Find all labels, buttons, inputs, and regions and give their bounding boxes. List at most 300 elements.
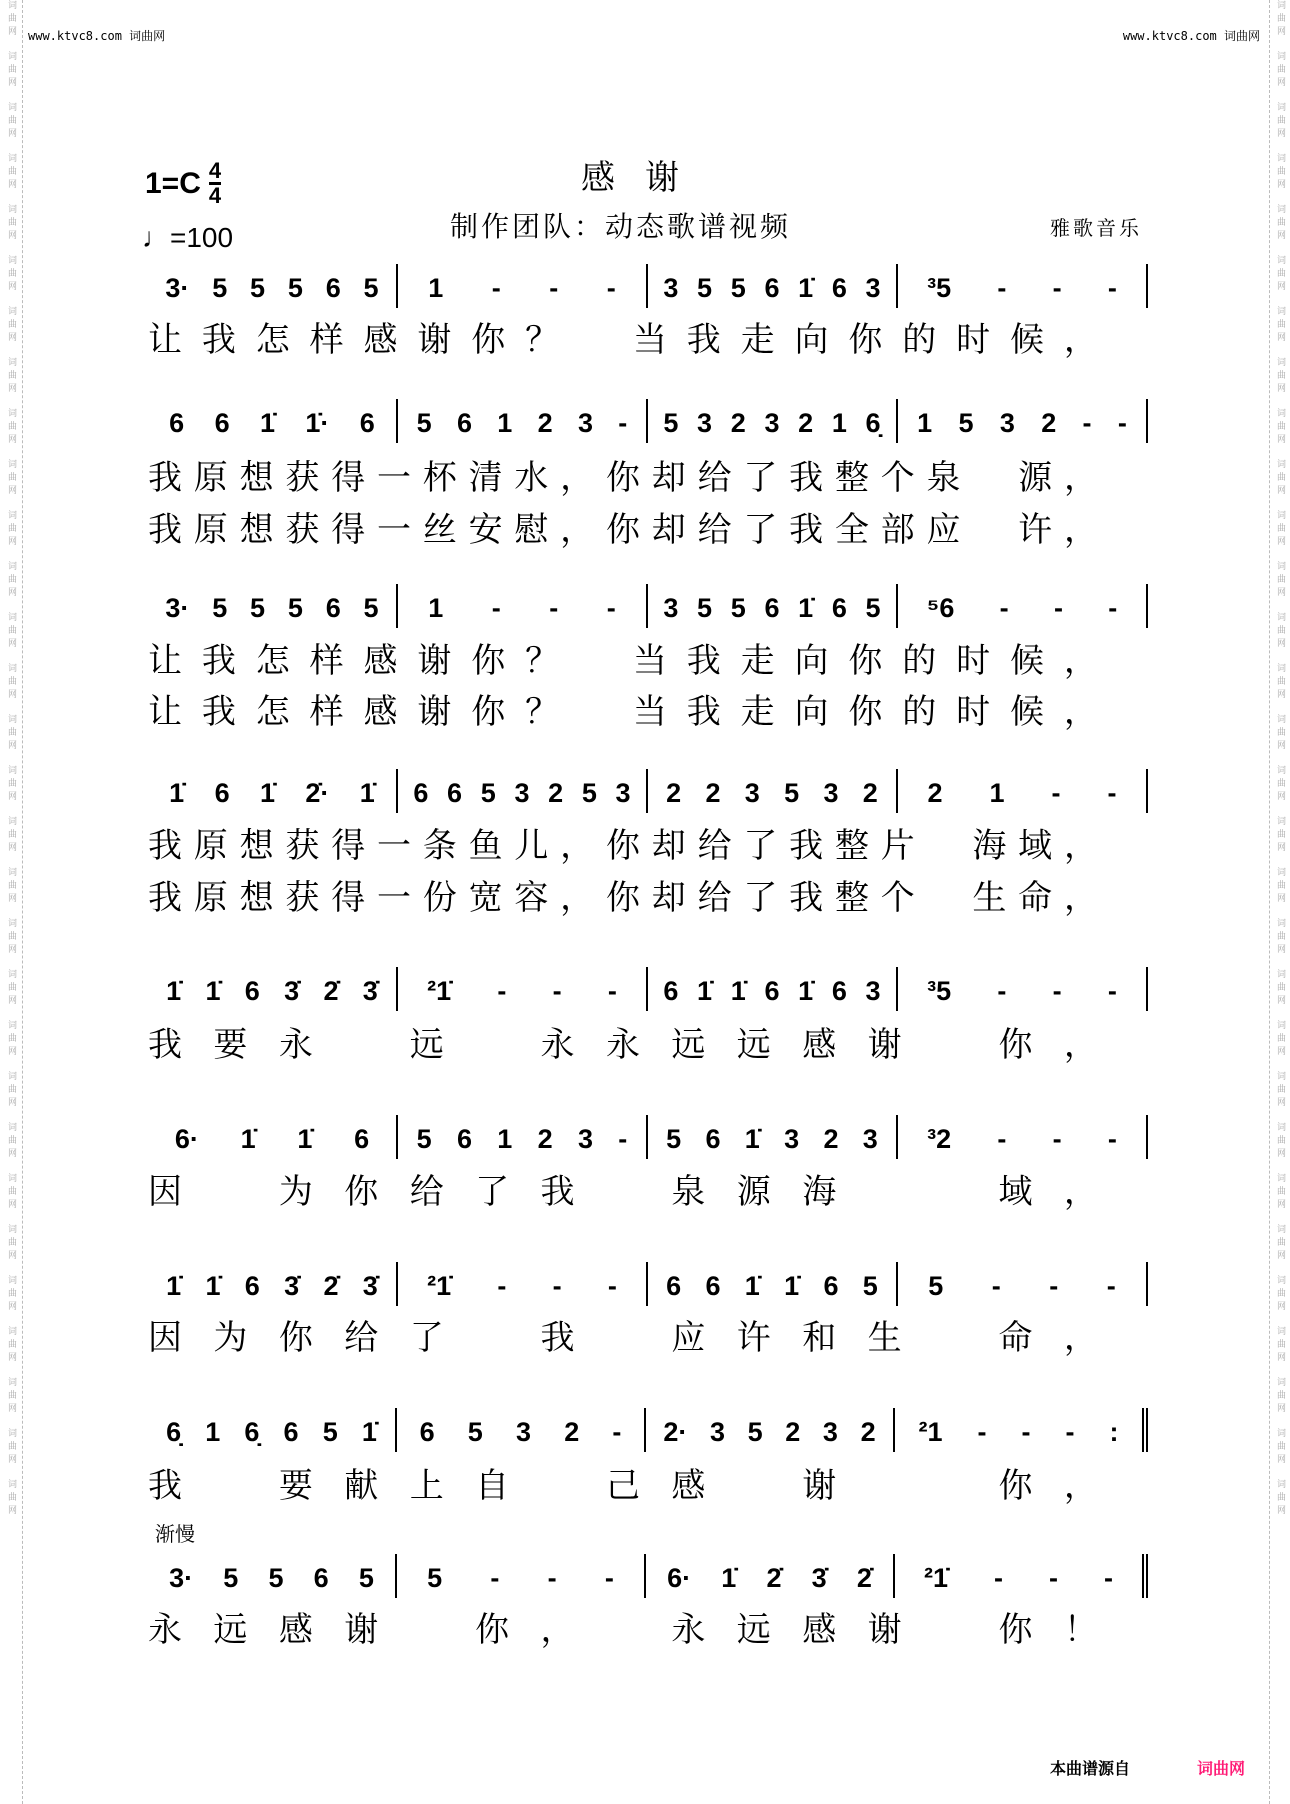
note: 3 [577,1124,593,1154]
watermark-text: 词曲网 [1275,0,1285,39]
lyric-char: 整 [834,826,869,866]
lyric-char: ， [1063,878,1098,918]
watermark-text: 词曲网 [1275,816,1285,855]
note: - [607,1271,617,1301]
lyric-char: 感 [671,1466,706,1506]
note: 1̇ [166,976,182,1006]
lyric-char [927,826,961,866]
note: 6 [447,778,463,808]
lyric-char: 片 [880,826,915,866]
lyric-char: 怎 [255,641,290,681]
lyric-char: 你 [605,826,640,866]
note: 5 [862,1271,878,1301]
lyric-char: 我 [148,878,182,918]
note: 6 [214,778,230,808]
lyric-char [579,320,613,360]
note: 6 [764,593,780,623]
lyric-char: 你 [605,458,640,498]
lyric-char: 的 [902,320,937,360]
note: - [497,1271,507,1301]
lyric-char [868,1466,902,1506]
note: ²1̇ [427,1271,452,1301]
lyric-char: 水 [514,458,549,498]
watermark-text: 词曲网 [1275,51,1285,90]
lyric-line [148,1610,1098,1650]
measure [398,1262,648,1306]
note: 2 [548,778,564,808]
note: 6· [174,1124,199,1154]
note: - [1065,1417,1075,1447]
note: 3̇ [362,1271,378,1301]
lyric-char: 海 [972,826,1007,866]
watermark-text: 词曲网 [1275,510,1285,549]
lyric-char: 我 [201,320,236,360]
note: 1̇ [359,778,375,808]
note: 6 [705,1124,721,1154]
lyric-char: 远 [213,1610,248,1650]
note: - [497,976,507,1006]
note: - [997,273,1007,303]
lyric-line [148,320,1098,360]
lyric-char: 命 [998,1318,1033,1358]
note: 6 [456,408,472,438]
note: - [606,273,616,303]
note: 1 [428,593,444,623]
measure [148,1262,398,1306]
lyric-char: 慰 [514,510,549,550]
lyric-char [868,1172,902,1212]
watermark-text: 词曲网 [6,1071,16,1110]
lyric-char: 我 [201,692,236,732]
note: - [1106,1271,1116,1301]
lyric-char: 得 [331,510,366,550]
note: 5 [250,593,266,623]
lyric-char: 我 [789,878,824,918]
measure [397,1554,646,1598]
note: - [549,273,559,303]
measure [648,967,898,1011]
note: 6 [413,778,429,808]
watermark-text: 词曲网 [1275,204,1285,243]
note: 2̇ [323,976,339,1006]
note: - [552,1271,562,1301]
lyric-char: 时 [956,641,991,681]
note: 3̇ [284,976,300,1006]
lyric-char: 己 [605,1466,640,1506]
lyric-char: ？ [525,641,560,681]
lyric-line [148,641,1098,681]
lyric-char: 样 [309,320,344,360]
watermark-text: 词曲网 [1275,867,1285,906]
note: - [552,976,562,1006]
note: 6 [831,593,847,623]
lyric-char: 生 [972,878,1007,918]
lyric-line [148,1466,1098,1506]
note: - [1107,273,1117,303]
song-title: 感谢 [581,158,709,198]
note: - [618,408,628,438]
note: 1̇ [205,1271,221,1301]
lyric-char: 谢 [802,1466,837,1506]
note: 3̇ [362,976,378,1006]
lyric-char: 你 [998,1466,1033,1506]
lyric-char: 当 [632,641,667,681]
watermark-text: 词曲网 [6,1479,16,1518]
lyric-char: 你 [471,692,506,732]
note: ³5 [927,273,952,303]
lyric-char: 却 [651,510,686,550]
note: - [993,1563,1003,1593]
watermark-text: 词曲网 [6,1428,16,1467]
note: 6 [705,1271,721,1301]
lyric-char: 一 [376,826,411,866]
measure [148,584,398,628]
subtitle: 制作团队：动态歌谱视频 [450,210,792,243]
lyric-char: ， [560,878,595,918]
watermark-text: 词曲网 [1275,1122,1285,1161]
lyric-char [933,1172,967,1212]
lyric-char: 清 [468,458,503,498]
lyric-char: 域 [998,1172,1033,1212]
measure [648,399,898,443]
lyric-char: 候 [1010,692,1044,732]
lyric-char: ？ [525,692,560,732]
singer: 雅歌音乐 [1050,216,1142,240]
watermark-text: 词曲网 [6,153,16,192]
watermark-text: 词曲网 [1275,153,1285,192]
lyric-char: 因 [148,1318,182,1358]
note: 1 [989,778,1005,808]
lyric-char: 的 [902,641,937,681]
lyric-char: 我 [540,1172,575,1212]
note: 3 [615,778,631,808]
note: 6 [663,976,679,1006]
note: 5 [928,1271,944,1301]
note: 5 [223,1563,239,1593]
lyric-char: 上 [409,1466,444,1506]
measure [898,399,1148,443]
note: 1̇ [259,408,275,438]
lyric-char: ， [1063,1172,1098,1212]
lyric-char: ， [1063,826,1098,866]
note: 1 [497,408,513,438]
lyric-char: 远 [409,1025,444,1065]
watermark-text: 词曲网 [6,969,16,1008]
lyric-char: 感 [363,692,398,732]
lyric-char: 和 [802,1318,837,1358]
watermark-text: 词曲网 [6,765,16,804]
lyric-char: 原 [193,878,228,918]
note: 3 [999,408,1015,438]
lyric-char: 却 [651,458,686,498]
note: - [612,1417,622,1447]
watermark-strip-right [1269,0,1290,1804]
lyric-char: 我 [201,641,236,681]
note: - [1107,778,1117,808]
measure [898,1262,1148,1306]
lyric-char: 远 [736,1025,771,1065]
lyric-char [475,1025,509,1065]
lyric-line [148,510,1098,550]
note: 5 [287,593,303,623]
lyric-char: 丝 [422,510,457,550]
lyric-char: 整 [834,878,869,918]
note: ²1̇ [923,1563,948,1593]
note: - [1051,778,1061,808]
note: 6· [667,1563,692,1593]
lyric-char [213,1172,247,1212]
note: 2 [785,1417,801,1447]
note: 5 [212,593,228,623]
watermark-text: 词曲网 [6,357,16,396]
note: 6 [456,1124,472,1154]
lyric-char: 获 [285,878,320,918]
note: - [1082,408,1092,438]
note: 3 [663,593,679,623]
lyric-char [344,1025,378,1065]
lyric-char: 怎 [255,320,290,360]
note: 5 [730,273,746,303]
note: 1 [831,408,847,438]
lyric-char: 让 [148,641,182,681]
watermark-text: 词曲网 [6,1173,16,1212]
note: 6 [764,976,780,1006]
lyric-char: 我 [789,458,824,498]
time-top: 4 [208,158,222,183]
lyric-line [148,826,1098,866]
note: 3 [744,778,760,808]
lyric-char: 样 [309,641,344,681]
note: 5 [268,1563,284,1593]
note: - [1117,408,1127,438]
lyric-char: 一 [376,510,411,550]
note: 1̇ [297,1124,313,1154]
note: 6 [419,1417,435,1447]
note: 6 [169,408,185,438]
measure [148,399,398,443]
lyric-char: 要 [213,1025,248,1065]
note: 6 [244,976,260,1006]
lyric-char [933,1610,967,1650]
lyric-char: 生 [867,1318,902,1358]
note: 1̇ [166,1271,182,1301]
note: 3· [169,1563,194,1593]
note: : [1109,1417,1119,1447]
lyric-char: 全 [834,510,869,550]
lyric-char: 想 [239,510,274,550]
note: 3̇ [811,1563,827,1593]
note: 1 [205,1417,221,1447]
note: 2̇ [323,1271,339,1301]
watermark-text: 词曲网 [1275,459,1285,498]
footer-source-site: 词曲网 [1197,1759,1246,1778]
lyric-char: 了 [475,1172,510,1212]
lyric-char: 献 [344,1466,379,1506]
watermark-text: 词曲网 [6,1020,16,1059]
watermark-text: 词曲网 [1275,918,1285,957]
lyric-char: 你 [605,510,640,550]
note: 6̣ [244,1417,260,1447]
note: 1̇ [361,1417,377,1447]
note: 5 [467,1417,483,1447]
lyric-char: ， [560,510,595,550]
watermark-text: 词曲网 [6,867,16,906]
note: 2 [730,408,746,438]
watermark-text: 词曲网 [1275,1173,1285,1212]
note: 1̇ [798,976,814,1006]
note: - [604,1563,614,1593]
note: 5 [322,1417,338,1447]
note: 6̣ [166,1417,182,1447]
watermark-text: 词曲网 [6,714,16,753]
time-bottom: 4 [208,183,222,208]
watermark-text: 词曲网 [1275,561,1285,600]
lyric-char: 要 [278,1466,313,1506]
lyric-char: 让 [148,692,182,732]
watermark-text: 词曲网 [6,459,16,498]
note: 2 [564,1417,580,1447]
note: ³5 [927,976,952,1006]
lyric-char: 候 [1010,641,1044,681]
notation-line [148,592,1148,628]
note: 5 [697,273,713,303]
lyric-char: 向 [794,641,829,681]
lyric-char: 永 [671,1610,706,1650]
watermark-text: 词曲网 [6,1326,16,1365]
lyric-char: 感 [363,320,398,360]
lyric-char: 我 [148,1466,182,1506]
lyric-char: 份 [422,878,457,918]
lyric-char: 儿 [514,826,549,866]
lyric-char [737,1466,771,1506]
note: - [1107,1124,1117,1154]
lyric-char: 为 [213,1318,248,1358]
note: 1̇ [169,778,185,808]
lyric-char: ， [1063,510,1098,550]
note: - [1053,593,1063,623]
lyric-char [933,1466,967,1506]
lyric-char [579,641,613,681]
lyric-char: 我 [148,458,182,498]
notation-line [148,1562,1148,1598]
measure [898,1115,1148,1159]
lyric-char: 给 [409,1172,444,1212]
lyric-char: 我 [148,510,182,550]
note: 5 [287,273,303,303]
lyric-char: 给 [697,826,732,866]
lyric-char: 部 [880,510,915,550]
lyric-char: 的 [902,692,937,732]
tempo-mark: 渐慢 [155,1522,195,1546]
lyric-char: 得 [331,878,366,918]
lyric-char [972,458,1006,498]
note: - [991,1271,1001,1301]
lyric-char: 许 [736,1318,771,1358]
watermark-strip-left [0,0,23,1804]
watermark-text: 词曲网 [1275,969,1285,1008]
note: 3 [822,1417,838,1447]
note: 1̇ [798,273,814,303]
lyric-char: 鱼 [468,826,503,866]
note: 2 [927,778,943,808]
lyric-char: 谢 [417,641,452,681]
note: - [606,593,616,623]
measure [648,769,898,813]
measure [148,967,398,1011]
lyric-char [541,1466,575,1506]
lyric-char: 许 [1018,510,1053,550]
note: 1̇ [744,1124,760,1154]
lyric-char: 谢 [344,1610,379,1650]
note: 5 [363,273,379,303]
note: 6 [831,273,847,303]
notation-line [148,1416,1148,1452]
lyric-char: 应 [671,1318,706,1358]
note: - [997,1124,1007,1154]
note: - [1052,273,1062,303]
note: 2· [663,1417,688,1447]
watermark-text: 词曲网 [6,918,16,957]
lyric-char: 了 [743,826,778,866]
lyric-char: 却 [651,826,686,866]
lyric-char: 走 [740,320,775,360]
measure [648,1262,898,1306]
lyric-char: 感 [802,1610,837,1650]
note: - [547,1563,557,1593]
note: 6 [666,1271,682,1301]
note: 3 [823,778,839,808]
note: - [491,593,501,623]
note: 6 [313,1563,329,1593]
note: - [1048,1563,1058,1593]
lyric-char: 谢 [867,1025,902,1065]
note: 3· [165,273,190,303]
lyric-char: 一 [376,878,411,918]
watermark-text: 词曲网 [6,204,16,243]
note: 5 [666,1124,682,1154]
watermark-text: 词曲网 [6,510,16,549]
measure [646,1408,895,1452]
note: 2 [666,778,682,808]
note: 2 [823,1124,839,1154]
lyric-char: 原 [193,458,228,498]
note: 3 [709,1417,725,1447]
watermark-text: 词曲网 [6,1377,16,1416]
lyric-char: ， [1063,458,1098,498]
notation-line [148,1123,1148,1159]
note: 1 [497,1124,513,1154]
watermark-text: 词曲网 [1275,1224,1285,1263]
measure [648,584,898,628]
note: 5 [730,593,746,623]
lyric-char: ， [1063,1466,1098,1506]
note: 5 [697,593,713,623]
lyric-char: 候 [1010,320,1044,360]
note: 1̇ [205,976,221,1006]
watermark-text: 词曲网 [6,0,16,39]
lyric-char: 我 [148,826,182,866]
watermark-text: 词曲网 [1275,357,1285,396]
lyric-char: ， [1063,692,1098,732]
note: ³2 [927,1124,952,1154]
note: 5 [416,1124,432,1154]
watermark-text: 词曲网 [1275,1428,1285,1467]
measure [895,1408,1148,1452]
lyric-char: 永 [540,1025,575,1065]
watermark-text: 词曲网 [1275,1071,1285,1110]
note: 3· [165,593,190,623]
lyric-char: 个 [880,878,915,918]
